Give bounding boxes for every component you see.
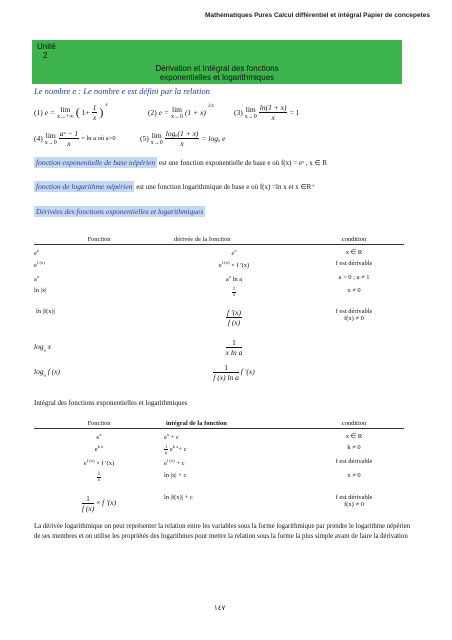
int-row-3: $e^{f (x)} \times f$ ′(x) $e^{f (x)} + c$ f est dérivable xyxy=(83,458,373,468)
int-row-1: $e^x$ $e^x + c$ x ∈ R xyxy=(96,432,363,442)
int-table-rule xyxy=(34,428,404,429)
deriv-table-rule xyxy=(34,244,404,245)
unit-banner xyxy=(32,40,402,84)
unit-title: Dérivation et Intégral des fonctions exponentielles et logarithmiques xyxy=(155,64,279,82)
deriv-row-1: $e^x$ $e^x$ x ∈ R xyxy=(34,248,363,258)
section-e-heading: Le nombre e : Le nombre e est défini par la relation xyxy=(34,86,210,96)
deriv-row-5: ln |f(x)| $\frac{f '(x)}{f (x)}$ f est dérivable f(x) ≠ 0 xyxy=(36,308,373,327)
section-derivatives-heading: Dérivées des fonctions exponentielles et logarithmiques xyxy=(36,207,204,216)
page-header: Mathématiques Pures Calcul différentiel et intégral Papier de concepetes xyxy=(204,12,430,19)
section-integral-heading: Intégral des fonctions exponentielles et logarithmiques xyxy=(34,399,188,407)
deriv-row-4: ln |x| $\frac{1}{x}$ x ≠ 0 xyxy=(34,287,361,298)
deriv-row-2: $e^{f (x)}$ $e^{f (x)} \times f$ ′(x) f est dérivable xyxy=(34,260,373,270)
int-row-4: $\frac{1}{x}$ ln |x| + c x ≠ 0 xyxy=(97,472,361,483)
page-number: ١٤٧ xyxy=(214,605,226,612)
deriv-row-3: $a^x$ $a^x$ ln a a > 0 ; a ≠ 1 xyxy=(34,274,370,284)
int-row-2: $e^{k x}$ $\frac{1}{k}$ $e^{k x}+ c$ k ≠ 0 xyxy=(94,444,361,456)
formula-5: (5) lim x→0 $\frac{\text{logₐ(1 + x)}}{x}$ = logₐ e xyxy=(140,128,226,148)
deriv-row-7: $\log_a f$ (x) $\frac{1}{\text{f (x) ln a}}$ f ′(x) xyxy=(34,363,255,382)
deriv-table-header: Fonction dérivée de la fonction condition xyxy=(87,236,367,243)
formula-2: (2) e = lim x→0 (1 + x) $^{1/x}$ xyxy=(148,103,215,120)
int-row-5: $\frac{1}{f (x)}$ × f ′(x) ln |f(x)| + c f est dérivable f(x) ≠ 0 xyxy=(81,494,373,513)
closing-paragraph: La dérivée logarithmique on peut représenter la relation entre les variables sous la forme logarithmique par prendre le logarithme népérien de ses membres et on utilise les propriétés des logarithmes pour mettre la relation sous la forme la plus simple avant de faire la dérivation xyxy=(34,523,411,540)
formula-3: (3) lim x→0 $\frac{\ln(1 + x)}{x}$ = 1 xyxy=(234,102,300,122)
def-logarithm: fonction de logarithme népérien est une fonction logarithmique de base e où f(x) =ln x et x ∈R⁺ xyxy=(36,182,315,191)
formula-4: (4) lim x→0 $\frac{\text{aˣ − 1}}{x}$ = ln a où a>0 xyxy=(34,128,116,148)
unit-label: Unité 2 xyxy=(37,42,56,60)
deriv-row-6: $\log_a x$ $\frac{1}{\text{x ln a}}$ xyxy=(34,338,243,357)
int-table-header: Fonction intégral de la fonction condition xyxy=(87,420,367,427)
def-exponential: fonction exponentielle de base népérien est une fonction exponentielle de base e où f(x) = eˣ , x ∈ R xyxy=(36,158,328,167)
formula-1: (1) e = lim x→+∞ ( 1+ $\frac{1}{x}$ ) $^x$ xyxy=(34,102,108,122)
